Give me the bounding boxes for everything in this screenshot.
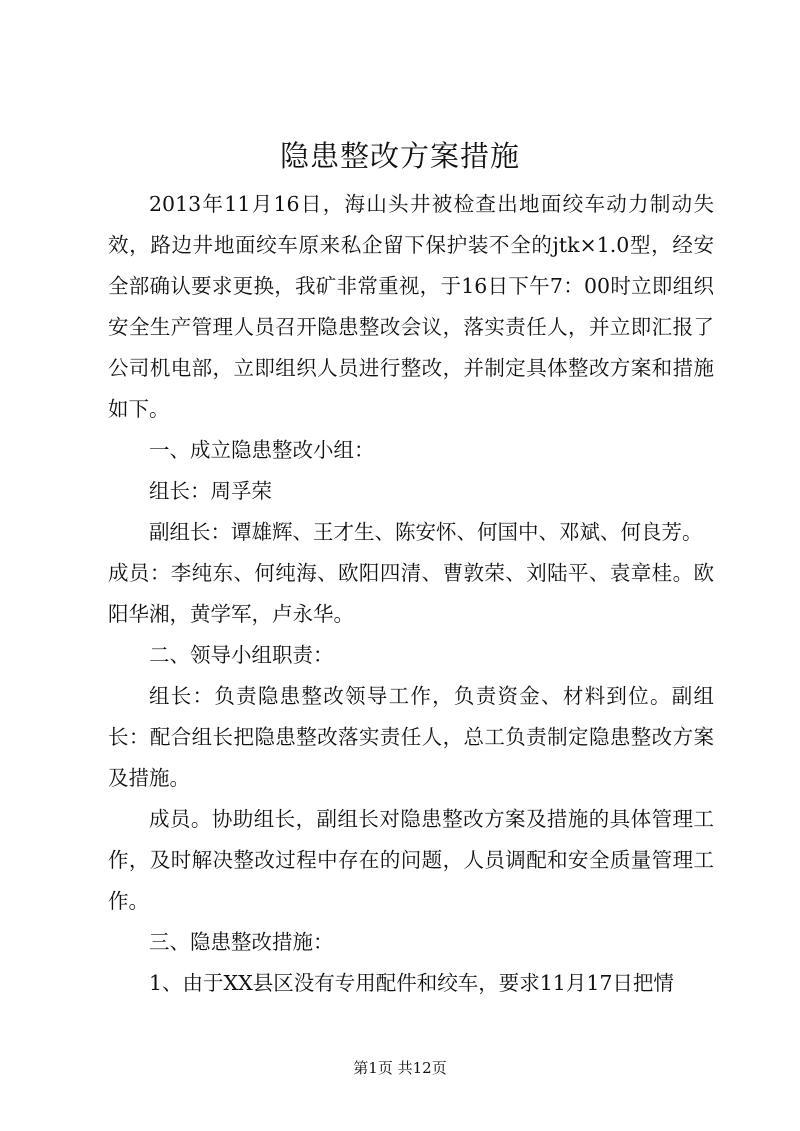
heading-section-3: 三、隐患整改措施： — [149, 930, 334, 954]
paragraph-leader: 组长：周孚荣 — [149, 479, 272, 503]
paragraph-incident: 2013年11月16日，海山头井被检查出地面绞车动力制动失效，路边井地面绞车原来私企留下保护装不全的jtk×1.0型，经安全部确认要求更换，我矿非常重视，于16日下午7：00时立即组织安全生产管理人员召开隐患整改会议，落实责任人，并立即汇报了公司机电部，立即组织人员进行整改，并制定具体整改方案和措施如下。 — [108, 192, 714, 421]
heading-section-2: 二、领导小组职责： — [149, 643, 334, 667]
paragraph-deputy-leaders: 副组长：谭雄辉、王才生、陈安怀、何国中、邓斌、何良芳。 — [149, 520, 703, 544]
heading-section-1: 一、成立隐患整改小组： — [149, 438, 375, 462]
document-body — [108, 184, 714, 1004]
paragraph-measure-1: 1、由于XX县区没有专用配件和绞车，要求11月17日把情 — [149, 971, 674, 995]
page-number-footer: 第1页 共12页 — [353, 1059, 447, 1077]
paragraph-member-duties: 成员。协助组长，副组长对隐患整改方案及措施的具体管理工作，及时解决整改过程中存在的问题，人员调配和安全质量管理工作。 — [108, 807, 714, 913]
paragraph-leader-duties: 组长：负责隐患整改领导工作，负责资金、材料到位。副组长：配合组长把隐患整改落实责任人，总工负责制定隐患整改方案及措施。 — [108, 684, 714, 790]
document-title: 隐患整改方案措施 — [279, 139, 520, 173]
paragraph-members: 成员：李纯东、何纯海、欧阳四清、曹敦荣、刘陆平、袁章桂。欧阳华湘，黄学军，卢永华。 — [108, 561, 714, 626]
